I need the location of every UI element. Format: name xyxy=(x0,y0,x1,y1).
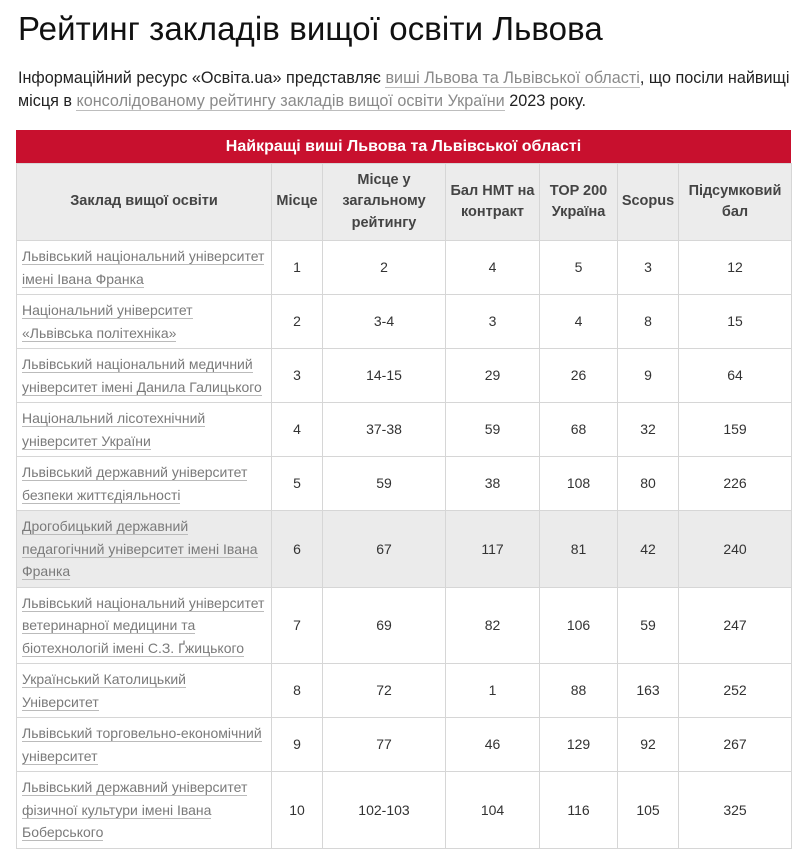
scopus-cell: 9 xyxy=(618,349,679,403)
col-header-place: Місце xyxy=(272,164,323,241)
ranking-table xyxy=(16,163,792,849)
place-cell: 4 xyxy=(272,403,323,457)
nmt-score-cell: 117 xyxy=(446,511,540,588)
intro-paragraph xyxy=(18,67,798,113)
table-row xyxy=(17,403,792,457)
nmt-score-cell: 82 xyxy=(446,587,540,664)
overall-rank-cell: 67 xyxy=(323,511,446,588)
place-cell: 3 xyxy=(272,349,323,403)
institution-cell xyxy=(17,587,272,664)
place-cell: 9 xyxy=(272,718,323,772)
institution-link[interactable]: Український Католицький Університет xyxy=(22,671,186,710)
nmt-score-cell: 59 xyxy=(446,403,540,457)
overall-rank-cell: 102-103 xyxy=(323,772,446,849)
total-score-cell: 159 xyxy=(679,403,792,457)
overall-rank-cell: 14-15 xyxy=(323,349,446,403)
top200-cell: 129 xyxy=(540,718,618,772)
table-row xyxy=(17,511,792,588)
institution-link[interactable]: Дрогобицький державний педагогічний університет імені Івана Франка xyxy=(22,518,258,579)
nmt-score-cell: 1 xyxy=(446,664,540,718)
place-cell: 7 xyxy=(272,587,323,664)
total-score-cell: 15 xyxy=(679,295,792,349)
total-score-cell: 267 xyxy=(679,718,792,772)
top200-cell: 116 xyxy=(540,772,618,849)
scopus-cell: 8 xyxy=(618,295,679,349)
institution-cell xyxy=(17,511,272,588)
institution-cell xyxy=(17,664,272,718)
institution-link[interactable]: Львівський національний університет імені Івана Франка xyxy=(22,248,265,287)
institution-link[interactable]: Львівський національний медичний університет імені Данила Галицького xyxy=(22,356,262,395)
col-header-nmt-score: Бал НМТ на контракт xyxy=(446,164,540,241)
scopus-cell: 32 xyxy=(618,403,679,457)
top200-cell: 26 xyxy=(540,349,618,403)
overall-rank-cell: 37-38 xyxy=(323,403,446,457)
scopus-cell: 3 xyxy=(618,241,679,295)
top200-cell: 88 xyxy=(540,664,618,718)
intro-text-2: , що посіли найвищі місця в xyxy=(18,69,790,110)
table-row xyxy=(17,718,792,772)
table-row xyxy=(17,457,792,511)
intro-text-1: Інформаційний ресурс «Освіта.ua» представляє xyxy=(18,69,386,87)
table-row xyxy=(17,241,792,295)
table-caption: Найкращі виші Львова та Львівської області xyxy=(16,130,791,163)
institution-link[interactable]: Львівський державний університет фізичної культури імені Івана Боберського xyxy=(22,779,248,840)
top200-cell: 81 xyxy=(540,511,618,588)
total-score-cell: 325 xyxy=(679,772,792,849)
top200-cell: 5 xyxy=(540,241,618,295)
table-header-row xyxy=(17,164,792,241)
col-header-overall-rank: Місце у загальному рейтингу xyxy=(323,164,446,241)
overall-rank-cell: 3-4 xyxy=(323,295,446,349)
total-score-cell: 252 xyxy=(679,664,792,718)
page-title: Рейтинг закладів вищої освіти Львова xyxy=(18,10,603,47)
overall-rank-cell: 2 xyxy=(323,241,446,295)
institution-cell xyxy=(17,772,272,849)
institution-cell xyxy=(17,295,272,349)
place-cell: 5 xyxy=(272,457,323,511)
place-cell: 6 xyxy=(272,511,323,588)
institution-link[interactable]: Львівський державний університет безпеки життєдіяльності xyxy=(22,464,248,503)
top200-cell: 108 xyxy=(540,457,618,511)
institution-cell xyxy=(17,349,272,403)
scopus-cell: 80 xyxy=(618,457,679,511)
scopus-cell: 92 xyxy=(618,718,679,772)
table-row xyxy=(17,349,792,403)
institution-cell xyxy=(17,241,272,295)
ranking-table-container xyxy=(16,130,791,849)
institution-link[interactable]: Національний лісотехнічний університет України xyxy=(22,410,206,449)
institution-link[interactable]: Львівський торговельно-економічний університет xyxy=(22,725,262,764)
col-header-scopus: Scopus xyxy=(618,164,679,241)
institution-link[interactable]: Національний університет «Львівська політехніка» xyxy=(22,302,193,341)
overall-rank-cell: 59 xyxy=(323,457,446,511)
nmt-score-cell: 29 xyxy=(446,349,540,403)
scopus-cell: 42 xyxy=(618,511,679,588)
nmt-score-cell: 38 xyxy=(446,457,540,511)
col-header-total-score: Підсумковий бал xyxy=(679,164,792,241)
scopus-cell: 105 xyxy=(618,772,679,849)
institution-cell xyxy=(17,403,272,457)
place-cell: 8 xyxy=(272,664,323,718)
place-cell: 2 xyxy=(272,295,323,349)
overall-rank-cell: 77 xyxy=(323,718,446,772)
top200-cell: 106 xyxy=(540,587,618,664)
overall-rank-cell: 72 xyxy=(323,664,446,718)
total-score-cell: 64 xyxy=(679,349,792,403)
top200-cell: 68 xyxy=(540,403,618,457)
scopus-cell: 163 xyxy=(618,664,679,718)
total-score-cell: 247 xyxy=(679,587,792,664)
lviv-universities-link[interactable]: виші Львова та Львівської області xyxy=(385,69,640,87)
institution-cell xyxy=(17,718,272,772)
institution-cell xyxy=(17,457,272,511)
scopus-cell: 59 xyxy=(618,587,679,664)
consolidated-rating-link[interactable]: консолідованому рейтингу закладів вищої освіти України xyxy=(76,92,505,110)
total-score-cell: 12 xyxy=(679,241,792,295)
nmt-score-cell: 4 xyxy=(446,241,540,295)
intro-text-3: 2023 року. xyxy=(504,92,586,110)
table-row xyxy=(17,664,792,718)
top200-cell: 4 xyxy=(540,295,618,349)
institution-link[interactable]: Львівський національний університет ветеринарної медицини та біотехнологій імені С.З. Ґжицького xyxy=(22,594,265,656)
total-score-cell: 240 xyxy=(679,511,792,588)
place-cell: 1 xyxy=(272,241,323,295)
col-header-top200: TOP 200 Україна xyxy=(540,164,618,241)
nmt-score-cell: 104 xyxy=(446,772,540,849)
table-row xyxy=(17,295,792,349)
table-row xyxy=(17,587,792,664)
place-cell: 10 xyxy=(272,772,323,849)
col-header-institution: Заклад вищої освіти xyxy=(17,164,272,241)
total-score-cell: 226 xyxy=(679,457,792,511)
table-row xyxy=(17,772,792,849)
nmt-score-cell: 3 xyxy=(446,295,540,349)
nmt-score-cell: 46 xyxy=(446,718,540,772)
overall-rank-cell: 69 xyxy=(323,587,446,664)
